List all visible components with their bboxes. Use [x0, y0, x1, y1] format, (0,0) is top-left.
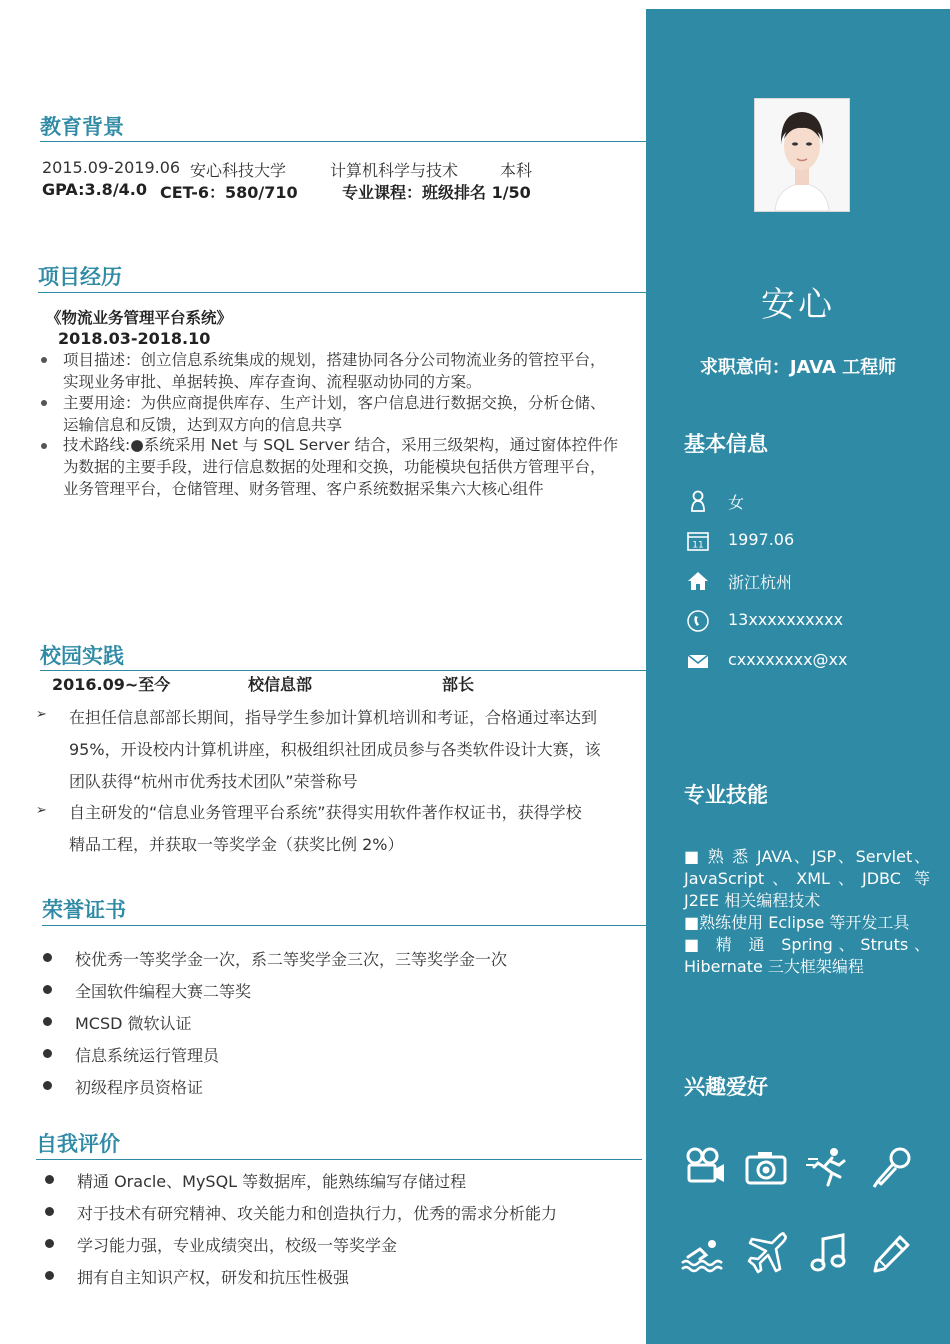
- bullet-dot: [45, 1175, 54, 1184]
- hobbies-title: 兴趣爱好: [684, 1075, 768, 1099]
- info-gender-text: 女: [728, 493, 745, 512]
- phone-icon: [686, 609, 710, 633]
- project-item-usage: [63, 392, 643, 436]
- profile-photo: [754, 98, 850, 212]
- arrow-bullet: ➢: [36, 803, 47, 818]
- bullet-dot: [45, 1207, 54, 1216]
- calendar-day: 11: [692, 540, 704, 551]
- info-email: [686, 649, 936, 673]
- education-divider: [40, 141, 646, 142]
- education-rank: 专业课程：班级排名 1/50: [342, 183, 531, 202]
- education-cet: CET-6：580/710: [160, 183, 298, 202]
- text-line: 项目描述：创立信息系统集成的规划，搭建协同各分公司物流业务的管控平台，: [63, 351, 606, 369]
- education-school: 安心科技大学: [190, 161, 287, 180]
- movie-camera-icon: [684, 1145, 728, 1189]
- campus-title: 校园实践: [40, 644, 124, 668]
- project-item-tech: [63, 434, 643, 500]
- mail-icon: [686, 649, 710, 673]
- text-line: 在担任信息部部长期间，指导学生参加计算机培训和考证，合格通过率达到: [69, 708, 598, 727]
- self-title: 自我评价: [36, 1132, 120, 1156]
- info-location-text: 浙江杭州: [728, 573, 793, 592]
- info-gender: [686, 489, 936, 513]
- honor-item: 信息系统运行管理员: [75, 1046, 220, 1065]
- honor-item: 初级程序员资格证: [75, 1078, 204, 1097]
- education-title: 教育背景: [40, 115, 124, 139]
- text-line: 实现业务审批、单据转换、库存查询、流程驱动协同的方案。: [63, 373, 482, 391]
- bullet-dot: [43, 985, 52, 994]
- text-line: 业务管理平台，仓储管理、财务管理、客户系统数据采集六大核心组件: [63, 480, 544, 498]
- basic-info-title: 基本信息: [684, 432, 768, 456]
- self-item: 学习能力强，专业成绩突出，校级一等奖学金: [77, 1236, 398, 1255]
- education-period: 2015.09-2019.06: [42, 158, 181, 177]
- candidate-name: 安心: [761, 285, 835, 325]
- self-divider: [36, 1159, 642, 1160]
- person-icon: [686, 489, 710, 513]
- job-intent: 求职意向：JAVA 工程师: [699, 357, 897, 378]
- self-item: 对于技术有研究精神、攻关能力和创造执行力，优秀的需求分析能力: [77, 1204, 558, 1223]
- bullet-dot: [43, 1081, 52, 1090]
- info-birth: [686, 529, 936, 553]
- skill-item: ■ 熟 悉 JAVA、JSP、Servlet、JavaScript、XML、JDBC 等 J2EE 相关编程技术: [684, 847, 930, 910]
- skill-item: ■ 精 通 Spring、Struts、Hibernate 三大框架编程: [684, 935, 930, 976]
- text-line: 为数据的主要手段，进行信息数据的处理和交换，功能模块包括供方管理平台，: [63, 458, 606, 476]
- text-line: 95%，开设校内计算机讲座，积极组织社团成员参与各类软件设计大赛，该: [69, 740, 601, 759]
- bullet-dot: [45, 1239, 54, 1248]
- pencil-icon: [870, 1231, 914, 1275]
- sidebar: [646, 9, 950, 1344]
- honors-divider: [42, 925, 646, 926]
- text-line: 技术路线:●系统采用 Net 与 SQL Server 结合，采用三级架构，通过窗体控件作: [63, 436, 619, 454]
- honor-item: MCSD 微软认证: [75, 1014, 192, 1033]
- bullet-dot: [41, 357, 47, 363]
- info-birth-text: 1997.06: [728, 530, 795, 549]
- bullet-dot: [43, 1049, 52, 1058]
- project-name: 《物流业务管理平台系统》: [46, 309, 233, 327]
- text-line: 团队获得“杭州市优秀技术团队”荣誉称号: [69, 772, 358, 791]
- avatar: [755, 99, 849, 211]
- text-line: 主要用途：为供应商提供库存、生产计划，客户信息进行数据交换，分析仓储、: [63, 394, 606, 412]
- campus-item: [69, 702, 639, 798]
- education-major: 计算机科学与技术: [330, 161, 459, 180]
- skills-title: 专业技能: [684, 783, 768, 807]
- bullet-dot: [41, 400, 47, 406]
- text-line: 运输信息和反馈，达到双方向的信息共享: [63, 416, 343, 434]
- campus-period: 2016.09~至今: [52, 675, 171, 694]
- campus-divider: [40, 670, 646, 671]
- text-line: 精品工程，并获取一等奖学金（获奖比例 2%）: [69, 835, 404, 854]
- home-icon: [686, 569, 710, 593]
- bullet-dot: [43, 953, 52, 962]
- running-icon: [806, 1145, 850, 1189]
- campus-role: 部长: [442, 675, 475, 694]
- calendar-icon: [686, 529, 710, 553]
- camera-icon: [744, 1145, 788, 1189]
- info-location: [686, 569, 936, 593]
- honor-item: 全国软件编程大赛二等奖: [75, 982, 252, 1001]
- projects-title: 项目经历: [38, 265, 122, 289]
- bullet-dot: [41, 443, 47, 449]
- info-phone-text: 13xxxxxxxxxx: [728, 610, 844, 629]
- skills-list: [684, 846, 930, 978]
- info-phone: [686, 609, 936, 633]
- bullet-dot: [43, 1017, 52, 1026]
- skill-item: ■熟练使用 Eclipse 等开发工具: [684, 913, 910, 932]
- education-gpa: GPA:3.8/4.0: [42, 180, 147, 199]
- campus-org: 校信息部: [248, 675, 313, 694]
- microphone-icon: [870, 1145, 914, 1189]
- project-item-description: [63, 349, 643, 393]
- bullet-dot: [45, 1271, 54, 1280]
- swimming-icon: [680, 1231, 724, 1275]
- honors-title: 荣誉证书: [42, 898, 126, 922]
- info-email-text: cxxxxxxxx@xx: [728, 650, 848, 669]
- campus-item: [69, 797, 639, 861]
- project-period: 2018.03-2018.10: [58, 329, 211, 348]
- education-degree: 本科: [500, 161, 533, 180]
- arrow-bullet: ➢: [36, 707, 47, 722]
- text-line: 自主研发的“信息业务管理平台系统”获得实用软件著作权证书，获得学校: [69, 803, 582, 822]
- projects-divider: [38, 292, 646, 293]
- music-note-icon: [808, 1231, 852, 1275]
- honor-item: 校优秀一等奖学金一次，系二等奖学金三次，三等奖学金一次: [75, 950, 508, 969]
- self-item: 精通 Oracle、MySQL 等数据库，能熟练编写存储过程: [77, 1172, 467, 1191]
- airplane-icon: [746, 1231, 790, 1275]
- self-item: 拥有自主知识产权，研发和抗压性极强: [77, 1268, 350, 1287]
